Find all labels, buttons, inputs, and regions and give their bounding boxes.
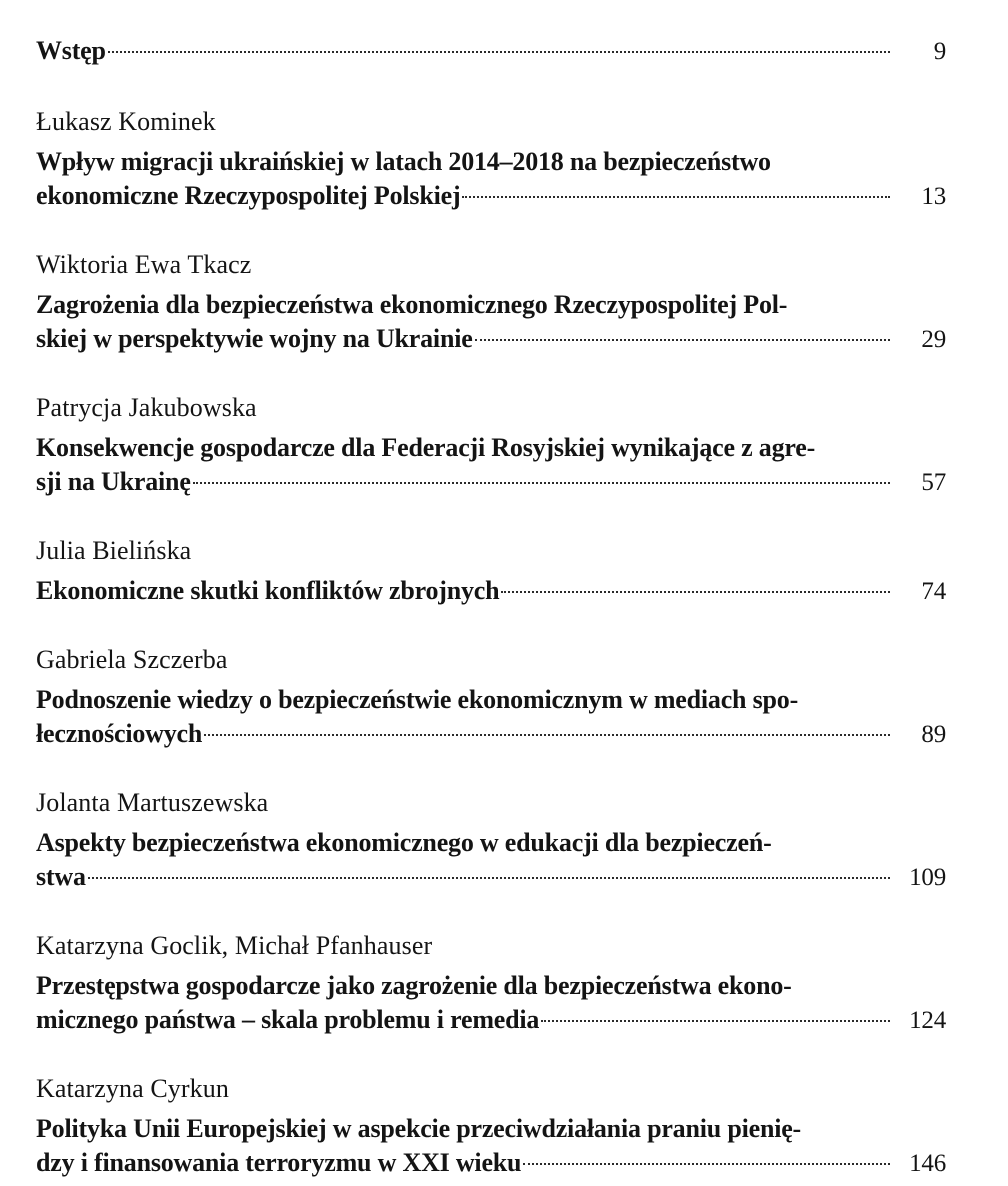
page-number: 13	[921, 183, 946, 210]
page-number: 124	[909, 1007, 946, 1034]
page-number: 74	[921, 578, 946, 605]
author-name: Łukasz Kominek	[36, 107, 216, 136]
author-name: Katarzyna Cyrkun	[36, 1074, 229, 1103]
dot-leader	[108, 51, 890, 53]
toc-entry-intro	[36, 34, 946, 70]
toc-title-text: Ekonomiczne skutki konfliktów zbrojnych	[36, 576, 500, 605]
toc-entry	[36, 1074, 946, 1180]
toc-entry	[36, 931, 946, 1037]
toc-entry	[36, 250, 946, 356]
toc-title-text: stwa	[36, 862, 86, 891]
toc-title-line	[36, 179, 946, 213]
toc-title-line	[36, 860, 946, 894]
toc-title-text: sji na Ukrainę	[36, 467, 191, 496]
page-number: 57	[921, 469, 946, 496]
toc-entry	[36, 536, 946, 608]
toc-title-line: Aspekty bezpieczeństwa ekonomicznego w edukacji dla bezpieczeń-	[36, 828, 772, 857]
table-of-contents	[36, 34, 946, 1180]
page-number: 109	[909, 864, 946, 891]
dot-leader	[541, 1020, 890, 1022]
toc-title-text: dzy i finansowania terroryzmu w XXI wieku	[36, 1148, 522, 1177]
toc-title-line	[36, 717, 946, 751]
author-name: Patrycja Jakubowska	[36, 393, 257, 422]
toc-entry	[36, 107, 946, 213]
author-name: Wiktoria Ewa Tkacz	[36, 250, 252, 279]
dot-leader	[501, 591, 890, 593]
dot-leader	[88, 877, 890, 879]
toc-title-line	[36, 322, 946, 356]
toc-title-line: Zagrożenia dla bezpieczeństwa ekonomicznego Rzeczypospolitej Pol-	[36, 290, 788, 319]
toc-title-line	[36, 465, 946, 499]
author-name: Katarzyna Goclik, Michał Pfanhauser	[36, 931, 433, 960]
toc-title-line: Przestępstwa gospodarcze jako zagrożenie dla bezpieczeństwa ekono-	[36, 971, 792, 1000]
page-number: 9	[933, 38, 946, 65]
toc-title-line: Podnoszenie wiedzy o bezpieczeństwie ekonomicznym w mediach spo-	[36, 685, 799, 714]
dot-leader	[193, 482, 890, 484]
dot-leader	[523, 1163, 890, 1165]
toc-title-text: Wstęp	[36, 36, 106, 65]
toc-title-line	[36, 1146, 946, 1180]
toc-title-line	[36, 1003, 946, 1037]
toc-title-line: Wpływ migracji ukraińskiej w latach 2014–2018 na bezpieczeństwo	[36, 147, 771, 176]
dot-leader	[204, 734, 890, 736]
author-name: Julia Bielińska	[36, 536, 192, 565]
toc-entry	[36, 393, 946, 499]
toc-title-line: Konsekwencje gospodarcze dla Federacji Rosyjskiej wynikające z agre-	[36, 433, 816, 462]
toc-title-line	[36, 34, 946, 70]
dot-leader	[462, 196, 890, 198]
page-number: 29	[921, 326, 946, 353]
page-number: 146	[909, 1150, 946, 1177]
toc-title-line: Polityka Unii Europejskiej w aspekcie przeciwdziałania praniu pienię-	[36, 1114, 802, 1143]
toc-title-text: ekonomiczne Rzeczypospolitej Polskiej	[36, 181, 461, 210]
toc-title-text: micznego państwa – skala problemu i remedia	[36, 1005, 540, 1034]
toc-entry	[36, 788, 946, 894]
author-name: Gabriela Szczerba	[36, 645, 228, 674]
page-number: 89	[921, 721, 946, 748]
toc-entry	[36, 645, 946, 751]
toc-title-text: łecznościowych	[36, 719, 203, 748]
dot-leader	[475, 339, 890, 341]
toc-title-text: skiej w perspektywie wojny na Ukrainie	[36, 324, 473, 353]
author-name: Jolanta Martuszewska	[36, 788, 269, 817]
toc-title-line	[36, 574, 946, 608]
